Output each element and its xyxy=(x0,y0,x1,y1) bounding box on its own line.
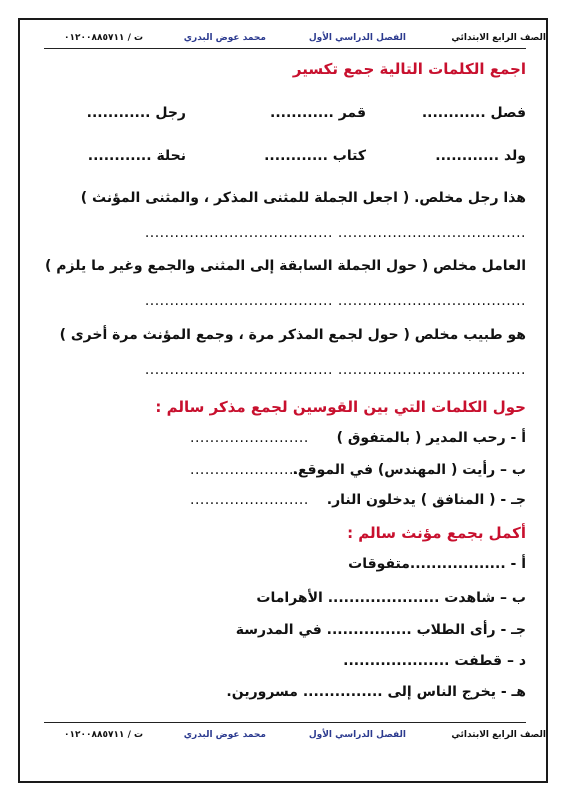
answer-dots: ........................ xyxy=(190,492,309,508)
answer-dots: ........................ xyxy=(190,462,309,478)
section4-title: أكمل بجمع مؤنث سالم : xyxy=(347,524,526,542)
answer-line: ...................................... ...................................... xyxy=(144,225,526,241)
exercise-sentence: هذا رجل مخلص. ( اجعل الجملة للمثنى المذكر ، والمثنى المؤنث ) xyxy=(80,190,526,206)
header-grade: الصف الرابع الابتدائي xyxy=(451,33,546,43)
exercise-item: ب – رأيت ( المهندس) في الموقع. xyxy=(292,462,526,478)
word-item: قمر ............ xyxy=(270,105,366,121)
answer-line: ...................................... ...................................... xyxy=(144,293,526,309)
footer-divider xyxy=(44,722,526,723)
exercise-sentence: هو طبيب مخلص ( حول لجمع المذكر مرة ، وجمع المؤنث مرة أخرى ) xyxy=(59,327,526,343)
exercise-item: ب – شاهدت ..................... الأهرامات xyxy=(256,590,526,606)
exercise-item: هـ - يخرج الناس إلى ............... مسرورين. xyxy=(226,684,526,700)
word-item: رجل ............ xyxy=(86,105,186,121)
exercise-item: أ - رحب المدير ( بالمتفوق ) xyxy=(336,430,526,446)
exercise-sentence: العامل مخلص ( حول الجملة السابقة إلى المثنى والجمع وغير ما يلزم ) xyxy=(45,258,526,274)
exercise-item: أ - ..................متفوقات xyxy=(348,556,526,572)
footer-teacher: محمد عوض البدري xyxy=(183,730,266,740)
header-divider xyxy=(44,48,526,49)
header-teacher: محمد عوض البدري xyxy=(183,33,266,43)
footer-phone: ت / ٠١٢٠٠٨٨٥٧١١ xyxy=(64,730,144,740)
word-item: ولد ............ xyxy=(435,148,526,164)
word-item: كتاب ............ xyxy=(264,148,366,164)
header-term: الفصل الدراسي الأول xyxy=(308,33,406,43)
exercise-item: د – قطفت .................... xyxy=(343,653,526,669)
header-phone: ت / ٠١٢٠٠٨٨٥٧١١ xyxy=(64,33,144,43)
word-item: نحلة ............ xyxy=(87,148,186,164)
answer-line: ...................................... ...................................... xyxy=(144,362,526,378)
footer-grade: الصف الرابع الابتدائي xyxy=(451,730,546,740)
exercise-item: جـ - رأى الطلاب ................ في المدرسة xyxy=(235,622,526,638)
section1-title: اجمع الكلمات التالية جمع تكسير xyxy=(292,60,526,78)
exercise-item: جـ - ( المنافق ) يدخلون النار. xyxy=(326,492,526,508)
word-item: فصل ............ xyxy=(421,105,526,121)
answer-dots: ........................ xyxy=(190,430,309,446)
footer-term: الفصل الدراسي الأول xyxy=(308,730,406,740)
section3-title: حول الكلمات التي بين القوسين لجمع مذكر سالم : xyxy=(155,398,526,416)
